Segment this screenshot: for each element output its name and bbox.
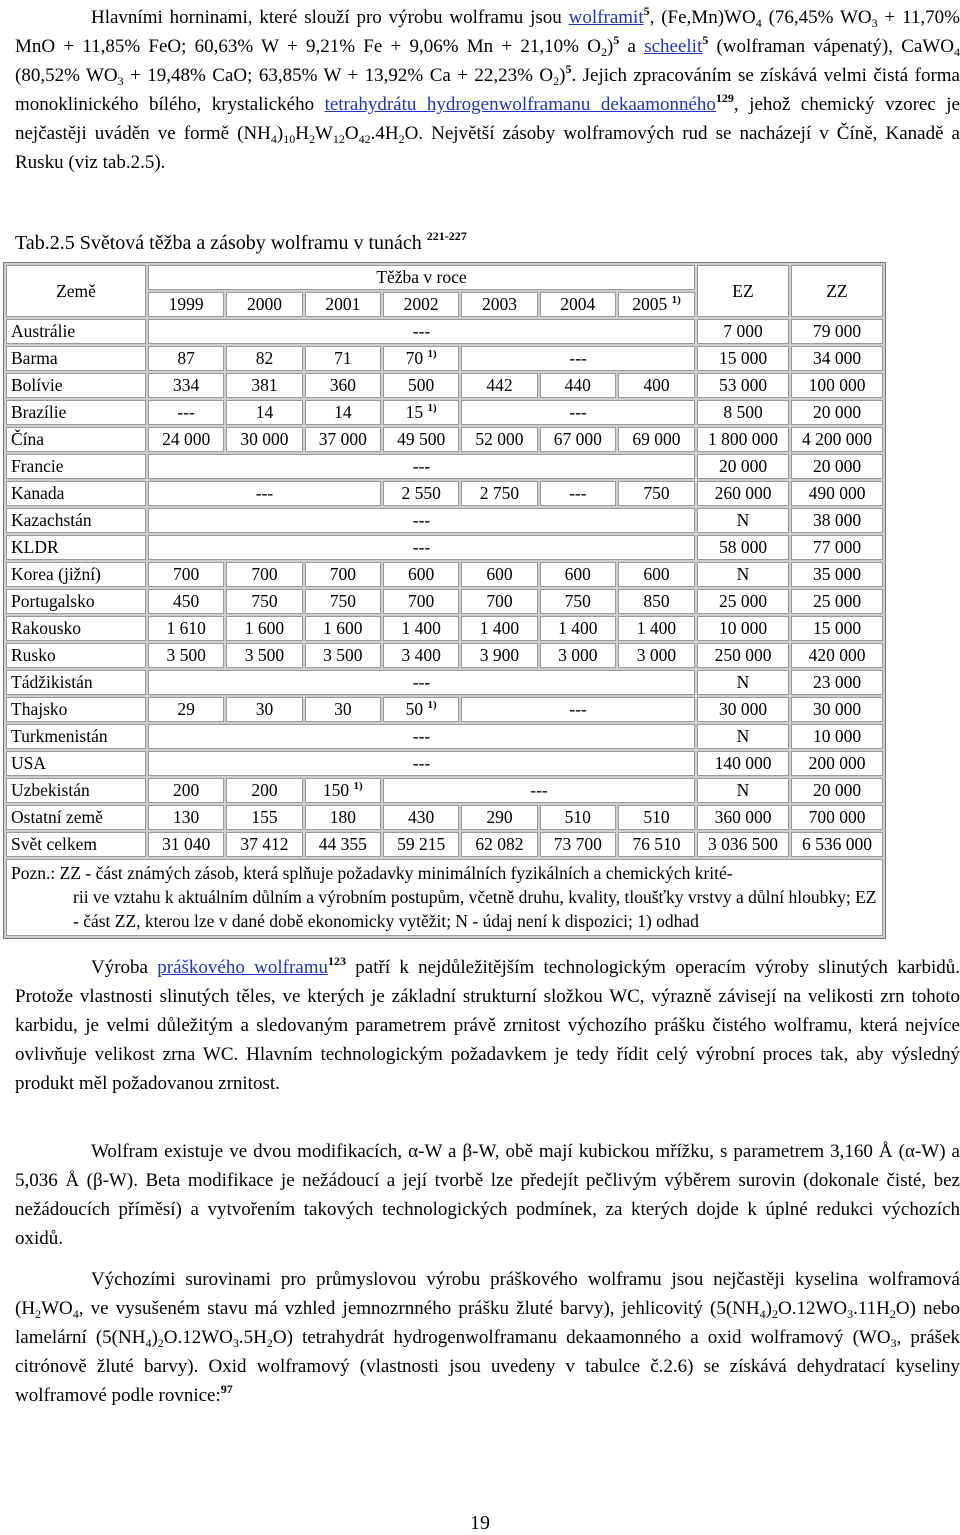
country-cell: Thajsko [6,697,146,722]
link-scheelit[interactable]: scheelit [644,36,703,57]
header-year: 2003 [461,292,537,317]
country-cell: USA [6,751,146,776]
table-cell: 30 [226,697,302,722]
country-cell: Portugalsko [6,589,146,614]
table-cell: 49 500 [383,427,459,452]
country-cell: Čína [6,427,146,452]
estimate-mark: 1) [353,780,363,792]
table-cell: 510 [618,805,695,830]
table-cell: 150 $^{1)}$ [305,778,381,803]
paragraph-powder-production: Výroba práškového wolframu$^{123}$ patří k nejdůležitějším technologickým operacím výroby slinutých karbidů. Protože vlastnosti slinutých těles, ve kterých je základní strukturní složkou WC, výrazně závisejí na velikosti zrn tohoto karbidu, je velmi důležitým a sledovaným parametrem právě zrnitost výchozího prášku čistého wolframu, která nejvíce ovlivňuje velikost zrna WC. Hlavním technologickým požadavkem je tedy řídit celý výrobní proces tak, aby výsledný produkt měl požadovanou zrnitost. [15,954,960,1094]
ez-cell: N [697,562,789,587]
table-cell: 14 [226,400,302,425]
table-row [6,454,883,479]
country-cell: Rusko [6,643,146,668]
header-year: 1999 [148,292,224,317]
table-cell: 440 [540,373,616,398]
zz-cell: 20 000 [791,778,883,803]
header-year: 2005 $^{1)}$ [618,292,695,317]
zz-cell: 30 000 [791,697,883,722]
table-row [6,805,883,830]
ez-cell: 360 000 [697,805,789,830]
ref: 5 [643,4,650,18]
table-cell: --- [148,319,695,344]
table-row [6,751,883,776]
paragraph-raw-materials: Výchozími surovinami pro průmyslovou výrobu práškového wolframu jsou nejčastěji kyselina wolframová ($H_2WO_4$, ve vysušeném stavu má vzhled jemnozrnného prášku žluté barvy), jehlicovitý $(5(NH_4)_2O.12WO_3.11H_2O)$ nebo lamelární $(5(NH_4)_2O.12WO_3.5H_2O)$ tetrahydrát hydrogenwolframanu dekaamonného a oxid wolframový ($WO_3$, prášek citrónově žluté barvy). Oxid wolframový (vlastnosti jsou uvedeny v tabulce č.2.6) se získává dehydratací kyseliny wolframové podle rovnice:$^{97}$ [15,1269,960,1406]
table-cell: 67 000 [540,427,616,452]
zz-cell: 20 000 [791,400,883,425]
table-row [6,373,883,398]
table-cell: 700 [461,589,537,614]
table-cell: --- [148,454,695,479]
zz-cell: 4 200 000 [791,427,883,452]
table-cell: 50 $^{1)}$ [383,697,459,722]
table-cell: 1 400 [461,616,537,641]
country-cell: Kanada [6,481,146,506]
table-cell: 3 500 [148,643,224,668]
zz-cell: 77 000 [791,535,883,560]
header-year: 2002 [383,292,459,317]
table-cell: 87 [148,346,224,371]
table-row [6,724,883,749]
zz-cell: 20 000 [791,454,883,479]
table-cell: 700 [226,562,302,587]
ez-cell: 20 000 [697,454,789,479]
table-row [6,319,883,344]
header-country: Země [6,265,146,317]
table-cell: 69 000 [618,427,695,452]
table-cell: 750 [618,481,695,506]
table-cell: 750 [305,589,381,614]
table-caption: Tab.2.5 Světová těžba a zásoby wolframu v tunách $^{221-227}$ [15,229,467,254]
header-ez: EZ [697,265,789,317]
paragraph-modifications: Wolfram existuje ve dvou modifikacích, α-W a β-W, obě mají kubickou mřížku, s parametrem 3,160 Å (α-W) a 5,036 Å (β-W). Beta modifikace je nežádoucí a její tvorbě lze předejít pečlivým výběrem surovin (dokonale čisté, bez nežádoucích příměsí) a vytvořením takových technologických podmínek, za kterých dojde k úplné redukci výchozích oxidů. [15,1141,960,1249]
zz-cell: 420 000 [791,643,883,668]
ez-cell: N [697,670,789,695]
table-cell: 76 510 [618,832,695,857]
zz-cell: 35 000 [791,562,883,587]
table-cell: --- [148,535,695,560]
table-cell: 360 [305,373,381,398]
link-wolframit[interactable]: wolframit [568,7,644,28]
table-cell: 850 [618,589,695,614]
table-cell: 500 [383,373,459,398]
country-cell: Svět celkem [6,832,146,857]
table-cell: 430 [383,805,459,830]
table-cell: 750 [226,589,302,614]
ez-cell: 30 000 [697,697,789,722]
table-cell: --- [461,697,695,722]
table-cell: 3 000 [618,643,695,668]
table-cell: 200 [226,778,302,803]
link-praskovy-wolfram[interactable]: práškového wolframu [157,957,328,978]
table-cell: 37 000 [305,427,381,452]
table-row [6,616,883,641]
table-row [6,697,883,722]
table-row [6,778,883,803]
link-tetrahydrat[interactable]: tetrahydrátu hydrogenwolframanu dekaamonného [324,94,716,115]
table-note: Pozn.: ZZ - část známých zásob, která splňuje požadavky minimálních fyzikálních a chemických krité- rii ve vztahu k aktuálním důlním a výrobním postupům, včetně druhu, kvality, tloušťky vrstvy a důlní hloubky; EZ - část ZZ, kterou lze v dané době ekonomicky vytěžit; N - údaj není k dispozici; 1) odhad [6,859,883,936]
table-cell: 3 000 [540,643,616,668]
table-cell: 1 600 [305,616,381,641]
zz-cell: 490 000 [791,481,883,506]
table-cell: 3 400 [383,643,459,668]
intro-paragraph: Hlavními horninami, které slouží pro výrobu wolframu jsou wolframit$^5$, $(Fe,Mn)WO_4$ (76,45% $WO_3 + 11,70\%$ MnO + 11,85% FeO; 60,63% W + 9,21% Fe + 9,06% Mn + 21,10% $O_2)^5$ a scheelit$^5$ (wolframan vápenatý), CaWO$_4$ (80,52% $WO_3 + 19,48\%$ CaO; 63,85% W + 13,92% Ca + 22,23% $O_2)^5$. Jejich zpracováním se získává velmi čistá forma monoklinického bílého, krystalického tetrahydrátu hydrogenwolframanu dekaamonného$^{129}$, jehož chemický vzorec je nejčastěji uváděn ve formě $(NH_4)_{10}H_2W_{12}O_{42}.4H_2O$. Největší zásoby wolframových rud se nacházejí v Číně, Kanadě a Rusku (viz tab.2.5). [15,4,960,173]
country-cell: Turkmenistán [6,724,146,749]
table-row [6,643,883,668]
zz-cell: 34 000 [791,346,883,371]
table-cell: 450 [148,589,224,614]
table-cell: 2 750 [461,481,537,506]
table-cell: 442 [461,373,537,398]
table-row [6,427,883,452]
table-cell: 600 [461,562,537,587]
table-cell: 1 400 [618,616,695,641]
tungsten-production-table [3,262,886,939]
table-cell: 44 355 [305,832,381,857]
zz-cell: 200 000 [791,751,883,776]
zz-cell: 38 000 [791,508,883,533]
table-cell: 3 900 [461,643,537,668]
table-cell: 1 400 [383,616,459,641]
country-cell: Rakousko [6,616,146,641]
zz-cell: 700 000 [791,805,883,830]
country-cell: Tádžikistán [6,670,146,695]
estimate-mark: 1) [427,402,437,414]
table-cell: 30 [305,697,381,722]
table-row [6,400,883,425]
table-cell: 71 [305,346,381,371]
table-cell: 59 215 [383,832,459,857]
ez-cell: 260 000 [697,481,789,506]
ez-cell: 10 000 [697,616,789,641]
ez-cell: 140 000 [697,751,789,776]
table-cell: 1 400 [540,616,616,641]
ez-cell: 58 000 [697,535,789,560]
table-row [6,832,883,857]
ez-cell: 1 800 000 [697,427,789,452]
table-cell: 3 500 [226,643,302,668]
table-cell: 30 000 [226,427,302,452]
zz-cell: 100 000 [791,373,883,398]
estimate-mark: 1) [671,294,681,306]
country-cell: Brazílie [6,400,146,425]
table-cell: 600 [618,562,695,587]
country-cell: Austrálie [6,319,146,344]
table-cell: 510 [540,805,616,830]
table-cell: 24 000 [148,427,224,452]
table-cell: 15 $^{1)}$ [383,400,459,425]
ez-cell: 7 000 [697,319,789,344]
zz-cell: 15 000 [791,616,883,641]
table-cell: --- [148,751,695,776]
country-cell: Barma [6,346,146,371]
table-row [6,589,883,614]
table-caption-ref: 221-227 [426,229,467,243]
country-cell: KLDR [6,535,146,560]
table-cell: 180 [305,805,381,830]
country-cell: Korea (jižní) [6,562,146,587]
header-year: 2001 [305,292,381,317]
table-cell: --- [383,778,695,803]
table-cell: --- [540,481,616,506]
data-table [4,263,885,859]
table-cell: 2 550 [383,481,459,506]
table-cell: 700 [148,562,224,587]
table-row [6,346,883,371]
ez-cell: 53 000 [697,373,789,398]
country-cell: Uzbekistán [6,778,146,803]
table-cell: --- [148,724,695,749]
table-cell: 600 [540,562,616,587]
table-cell: 400 [618,373,695,398]
table-row [6,508,883,533]
country-cell: Bolívie [6,373,146,398]
ez-cell: N [697,508,789,533]
ez-cell: N [697,724,789,749]
table-cell: 700 [383,589,459,614]
ez-cell: 3 036 500 [697,832,789,857]
table-cell: 1 600 [226,616,302,641]
ez-cell: 15 000 [697,346,789,371]
table-cell: --- [461,346,695,371]
zz-cell: 10 000 [791,724,883,749]
table-cell: 1 610 [148,616,224,641]
table-row [6,481,883,506]
table-cell: --- [148,400,224,425]
country-cell: Ostatní země [6,805,146,830]
estimate-mark: 1) [427,699,437,711]
table-cell: 334 [148,373,224,398]
table-cell: --- [148,670,695,695]
table-cell: 14 [305,400,381,425]
table-cell: --- [461,400,695,425]
table-cell: 73 700 [540,832,616,857]
table-cell: 82 [226,346,302,371]
table-row [6,562,883,587]
table-cell: 155 [226,805,302,830]
zz-cell: 25 000 [791,589,883,614]
ez-cell: 8 500 [697,400,789,425]
table-cell: 70 $^{1)}$ [383,346,459,371]
table-cell: 750 [540,589,616,614]
table-cell: 200 [148,778,224,803]
country-cell: Kazachstán [6,508,146,533]
header-year: 2004 [540,292,616,317]
table-cell: 290 [461,805,537,830]
header-zz: ZZ [791,265,883,317]
table-cell: --- [148,508,695,533]
table-cell: 130 [148,805,224,830]
ez-cell: N [697,778,789,803]
table-cell: 700 [305,562,381,587]
table-row [6,670,883,695]
table-cell: 29 [148,697,224,722]
zz-cell: 6 536 000 [791,832,883,857]
table-cell: 52 000 [461,427,537,452]
header-production: Těžba v roce [148,265,695,290]
zz-cell: 79 000 [791,319,883,344]
ez-cell: 25 000 [697,589,789,614]
header-row-1 [6,265,883,290]
table-row [6,535,883,560]
country-cell: Francie [6,454,146,479]
page-number: 19 [470,1512,490,1534]
table-cell: 37 412 [226,832,302,857]
table-cell: --- [148,481,381,506]
table-cell: 600 [383,562,459,587]
zz-cell: 23 000 [791,670,883,695]
header-year: 2000 [226,292,302,317]
ez-cell: 250 000 [697,643,789,668]
estimate-mark: 1) [427,348,437,360]
table-cell: 3 500 [305,643,381,668]
table-cell: 31 040 [148,832,224,857]
table-cell: 381 [226,373,302,398]
table-cell: 62 082 [461,832,537,857]
